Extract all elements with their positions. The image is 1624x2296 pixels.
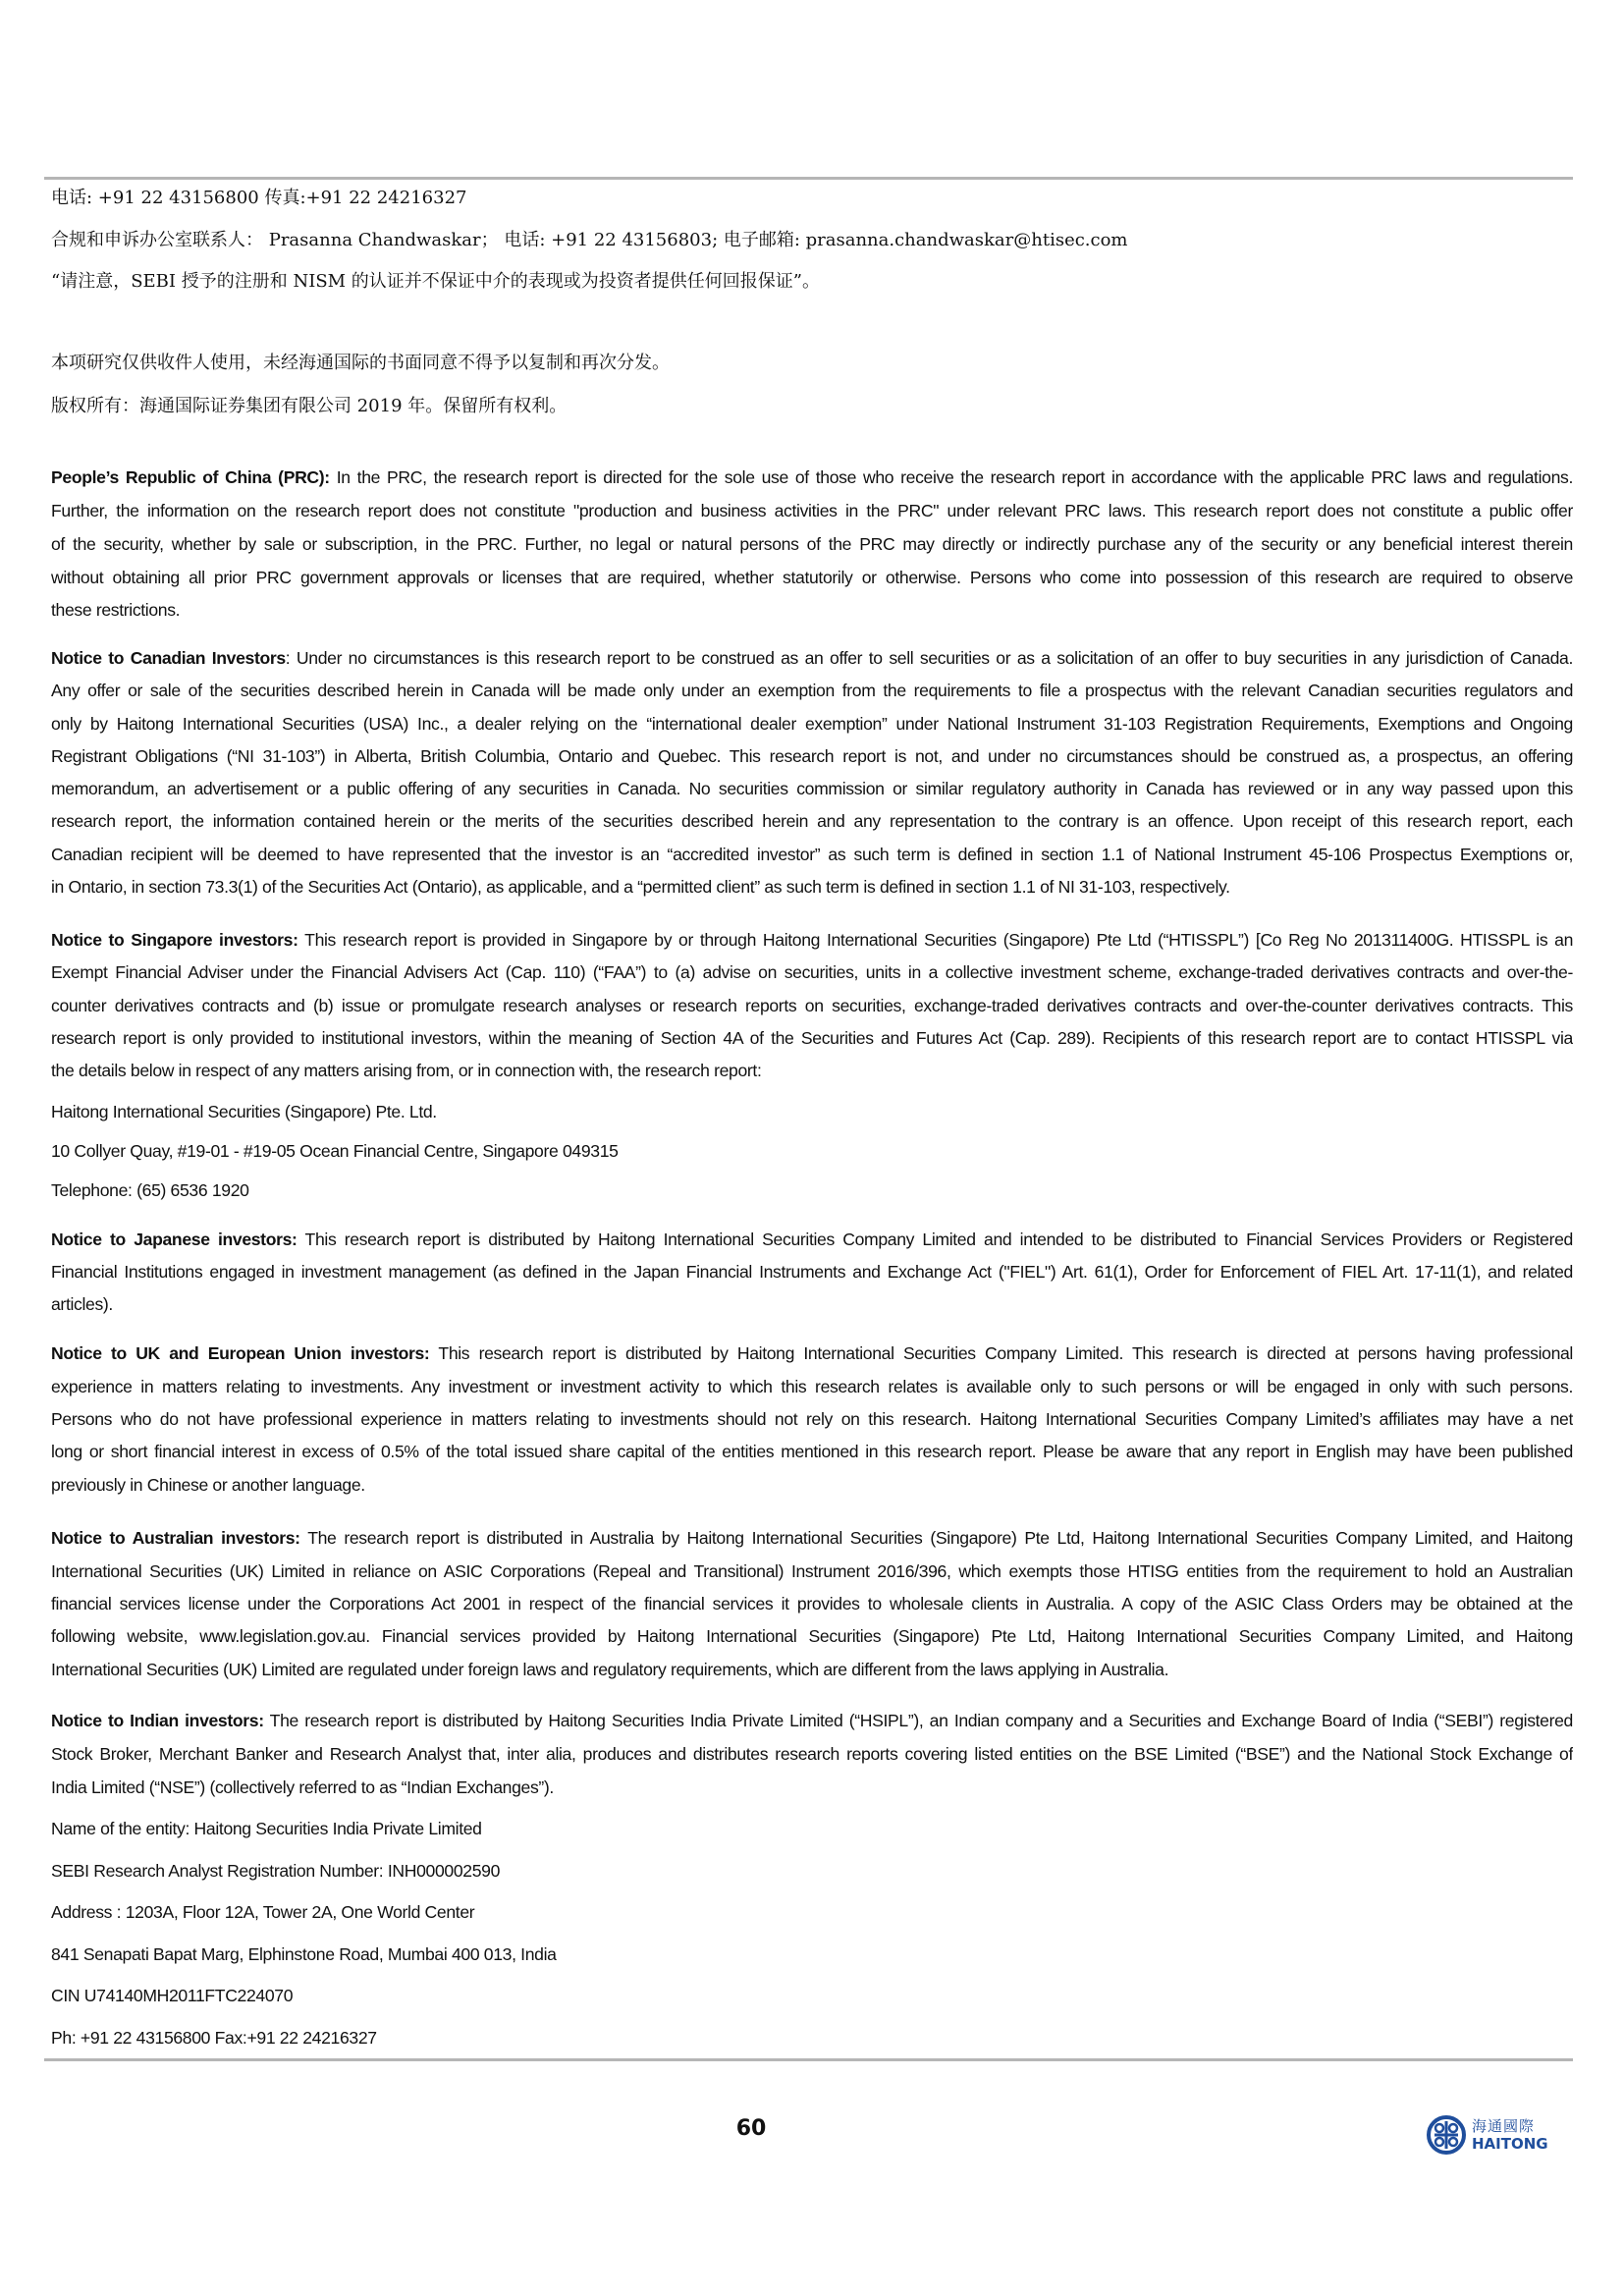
paragraph-line: Notice to Singapore investors: This research report is provided in Singapore by or through Haitong International Securities (Singapore) Pte Ltd (“HTISSPL”) [Co Reg No 201311400G. HTISSPL is an <box>51 930 1573 950</box>
haitong-logo <box>1427 2112 1554 2158</box>
section-heading: Notice to Australian investors: <box>51 1528 300 1548</box>
bottom-divider <box>44 2058 1573 2061</box>
section-heading: People’s Republic of China (PRC): <box>51 467 330 487</box>
paragraph-line: International Securities (UK) Limited in reliance on ASIC Corporations (Repeal and Transitional) Instrument 2016/396, which exempts those HTISG entities from the requirement to hold an Australian <box>51 1561 1573 1581</box>
paragraph-line: financial services license under the Corporations Act 2001 in respect of the financial services it provides to wholesale clients in Australia. A copy of the ASIC Class Orders may be obtained at the <box>51 1594 1573 1613</box>
paragraph-line: Financial Institutions engaged in investment management (as defined in the Japan Financial Instruments and Exchange Act ("FIEL") Art. 61(1), Order for Enforcement of FIEL Art. 17-11(1), and related <box>51 1262 1573 1282</box>
paragraph-line: long or short financial interest in excess of 0.5% of the total issued share capital of the entities mentioned in this research report. Please be aware that any report in English may have been published <box>51 1442 1573 1461</box>
sebi-disclaimer-cn: “请注意，SEBI 授予的注册和 NISM 的认证并不保证中介的表现或为投资者提供任何回报保证”。 <box>51 271 820 292</box>
india-cin: CIN U74140MH2011FTC224070 <box>51 1986 294 2005</box>
singapore-address: 10 Collyer Quay, #19-01 - #19-05 Ocean Financial Centre, Singapore 049315 <box>51 1141 619 1161</box>
paragraph-line: research report is only provided to institutional investors, within the meaning of Section 4A of the Securities and Futures Act (Cap. 289). Recipients of this research report are to contact HTISSPL via <box>51 1028 1573 1048</box>
india-phone-fax: Ph: +91 22 43156800 Fax:+91 22 24216327 <box>51 2028 377 2048</box>
singapore-telephone: Telephone: (65) 6536 1920 <box>51 1180 249 1200</box>
paragraph-line: Any offer or sale of the securities described herein in Canada will be made only under an exemption from the requirements to file a prospectus with the relevant Canadian securities regulators and <box>51 681 1573 700</box>
paragraph-line: without obtaining all prior PRC government approvals or licenses that are required, whether statutorily or otherwise. Persons who come into possession of this research are required to observe <box>51 568 1573 587</box>
paragraph-line: only by Haitong International Securities (USA) Inc., a dealer relying on the “international dealer exemption” under National Instrument 31-103 Registration Requirements, Exemptions and Ongoing <box>51 714 1573 734</box>
logo-wordmark <box>1472 2116 1548 2153</box>
paragraph-line: in Ontario, in section 73.3(1) of the Securities Act (Ontario), as applicable, and a “permitted client” as such term is defined in section 1.1 of NI 31-103, respectively. <box>51 877 1230 897</box>
haitong-emblem-icon <box>1427 2115 1466 2155</box>
section-heading: Notice to Japanese investors: <box>51 1230 298 1249</box>
top-divider <box>44 177 1573 180</box>
contact-phone-fax: 电话: +91 22 43156800 传真:+91 22 24216327 <box>51 188 467 208</box>
india-sebi-registration: SEBI Research Analyst Registration Number: INH000002590 <box>51 1861 501 1881</box>
paragraph-line: Notice to Indian investors: The research report is distributed by Haitong Securities India Private Limited (“HSIPL”), an Indian company and a Securities and Exchange Board of India (“SEBI”) registered <box>51 1711 1573 1730</box>
paragraph-line: following website, www.legislation.gov.au. Financial services provided by Haitong International Securities (Singapore) Pte Ltd, Haitong International Securities Company Limited, and Haitong <box>51 1626 1573 1646</box>
paragraph-line: People’s Republic of China (PRC): In the PRC, the research report is directed for the sole use of those who receive the research report in accordance with the applicable PRC laws and regulations. <box>51 467 1573 487</box>
paragraph-line: Notice to UK and European Union investors: This research report is distributed by Haitong International Securities Company Limited. This research is directed at persons having professional <box>51 1343 1573 1363</box>
paragraph-line: the details below in respect of any matters arising from, or in connection with, the research report: <box>51 1061 762 1080</box>
paragraph-line: previously in Chinese or another language. <box>51 1475 365 1495</box>
paragraph-line: these restrictions. <box>51 600 181 620</box>
paragraph-line: Stock Broker, Merchant Banker and Research Analyst that, inter alia, produces and distributes research reports covering listed entities on the BSE Limited (“BSE”) and the National Stock Exchange of <box>51 1744 1573 1764</box>
paragraph-line: Notice to Japanese investors: This research report is distributed by Haitong International Securities Company Limited and intended to be distributed to Financial Services Providers or Registered <box>51 1230 1573 1249</box>
paragraph-line: India Limited (“NSE”) (collectively referred to as “Indian Exchanges”). <box>51 1777 554 1797</box>
paragraph-line: Persons who do not have professional experience in matters relating to investments should not rely on this research. Haitong International Securities Company Limited’s affiliates may have a net <box>51 1409 1573 1429</box>
section-heading: Notice to Singapore investors: <box>51 930 298 950</box>
logo-chinese-name: 海通國際 <box>1472 2116 1536 2135</box>
paragraph-line: of the security, whether by sale or subscription, in the PRC. Further, no legal or natural persons of the PRC may directly or indirectly purchase any of the security or any beneficial interest therein <box>51 534 1573 554</box>
paragraph-line: experience in matters relating to investments. Any investment or investment activity to which this research relates is available only to such persons or will be engaged in only with such persons. <box>51 1377 1573 1396</box>
india-entity-name: Name of the entity: Haitong Securities India Private Limited <box>51 1819 482 1838</box>
compliance-contact: 合规和申诉办公室联系人： Prasanna Chandwaskar； 电话: +91 22 43156803; 电子邮箱: prasanna.chandwaskar@htisec.com <box>51 230 1128 250</box>
section-heading: Notice to Indian investors: <box>51 1711 264 1730</box>
paragraph-line: research report, the information contained herein or the merits of the securities described herein and any representation to the contrary is an offence. Upon receipt of this research report, each <box>51 811 1573 831</box>
paragraph-line: Canadian recipient will be deemed to have represented that the investor is an “accredited investor” as such term is defined in section 1.1 of National Instrument 45-106 Prospectus Exemptions or, <box>51 845 1573 864</box>
paragraph-line: counter derivatives contracts and (b) issue or promulgate research analyses or research reports on securities, exchange-traded derivatives contracts and over-the-counter derivatives contracts. This <box>51 996 1573 1015</box>
copyright-cn: 版权所有：海通国际证券集团有限公司 2019 年。保留所有权利。 <box>51 396 568 416</box>
india-address-line-2: 841 Senapati Bapat Marg, Elphinstone Road, Mumbai 400 013, India <box>51 1944 557 1964</box>
paragraph-line: Exempt Financial Adviser under the Financial Advisers Act (Cap. 110) (“FAA”) to (a) advise on securities, units in a collective investment scheme, exchange-traded derivatives contracts and over-the- <box>51 962 1573 982</box>
paragraph-line: Notice to Canadian Investors: Under no circumstances is this research report to be construed as an offer to sell securities or as a solicitation of an offer to buy securities in any jurisdiction of Canada. <box>51 648 1573 668</box>
page-number: 60 <box>735 2116 767 2141</box>
paragraph-line: memorandum, an advertisement or a public offering of any securities in Canada. No securities commission or similar regulatory authority in Canada has reviewed or in any way passed upon this <box>51 779 1573 798</box>
singapore-company: Haitong International Securities (Singapore) Pte. Ltd. <box>51 1102 437 1121</box>
section-heading: Notice to UK and European Union investors: <box>51 1343 430 1363</box>
paragraph-line: Further, the information on the research report does not constitute "production and business activities in the PRC" under relevant PRC laws. This research report does not constitute a public offer <box>51 501 1573 520</box>
section-heading: Notice to Canadian Investors <box>51 648 286 668</box>
paragraph-line: Notice to Australian investors: The research report is distributed in Australia by Haitong International Securities (Singapore) Pte Ltd, Haitong International Securities Company Limited, and Haitong <box>51 1528 1573 1548</box>
paragraph-line: articles). <box>51 1294 113 1314</box>
usage-notice-cn: 本项研究仅供收件人使用，未经海通国际的书面同意不得予以复制和再次分发。 <box>51 353 670 373</box>
paragraph-line: Registrant Obligations (“NI 31-103”) in Alberta, British Columbia, Ontario and Quebec. This research report is not, and under no circumstances should be construed as, a prospectus, an offering <box>51 746 1573 766</box>
logo-english-name: HAITONG <box>1472 2134 1548 2153</box>
paragraph-line: International Securities (UK) Limited are regulated under foreign laws and regulatory requirements, which are different from the laws applying in Australia. <box>51 1660 1169 1679</box>
india-address-line-1: Address : 1203A, Floor 12A, Tower 2A, One World Center <box>51 1902 475 1922</box>
